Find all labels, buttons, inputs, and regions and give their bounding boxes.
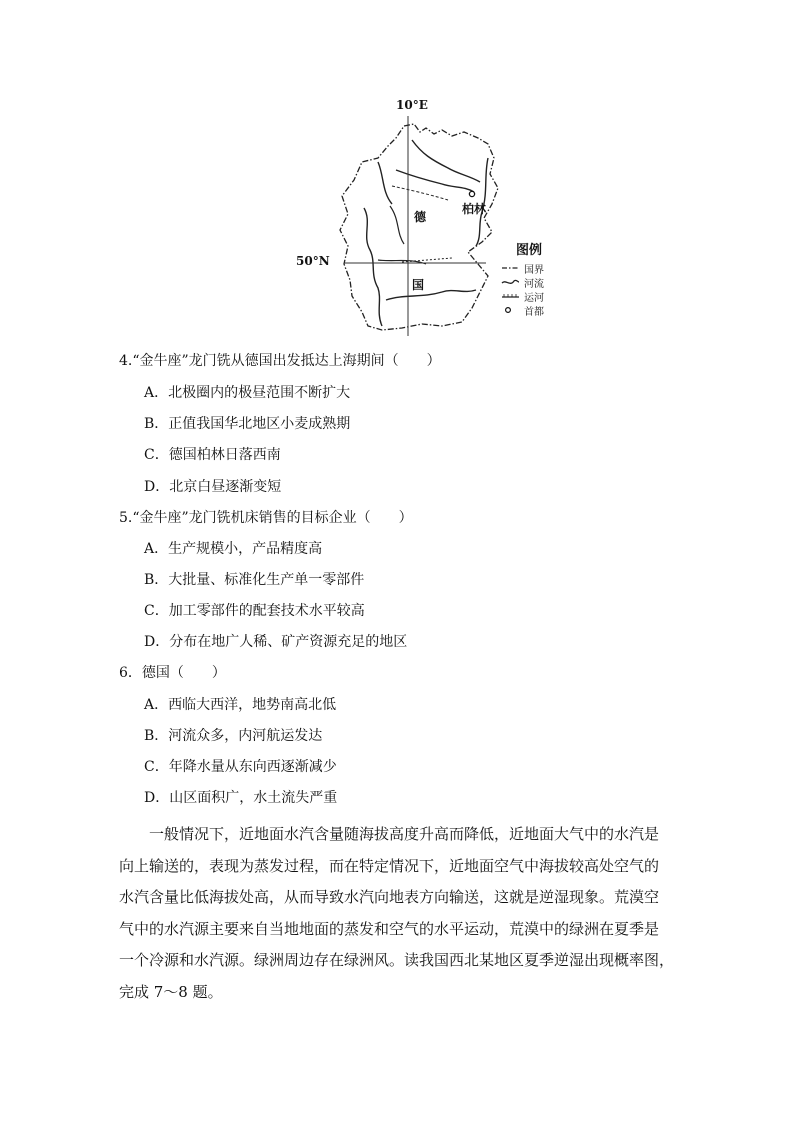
lat-label: 50°N xyxy=(296,254,330,268)
river-canal-1 xyxy=(392,186,448,200)
reading-passage xyxy=(119,819,689,1008)
passage-line: 完成 7～8 题。 xyxy=(119,982,223,1001)
river-north-1 xyxy=(378,162,392,204)
question-6-option-d: D．山区面积广，水土流失严重 xyxy=(144,790,338,806)
question-5-option-d: D．分布在地广人稀、矿产资源充足的地区 xyxy=(144,634,408,650)
passage-line: 气中的水汽源主要来自当地地面的蒸发和空气的水平运动，荒漠中的绿洲在夏季是 xyxy=(119,919,660,938)
question-6-option-c: C．年降水量从东向西逐渐减少 xyxy=(144,759,337,775)
country-border xyxy=(340,124,498,330)
river-elbe xyxy=(412,140,480,182)
legend-title: 图例 xyxy=(516,243,543,258)
country-char-guo: 国 xyxy=(412,278,425,292)
lon-label: 10°E xyxy=(396,98,428,112)
question-6-option-a: A．西临大西洋，地势南高北低 xyxy=(144,697,337,713)
question-5-stem: 5.“金牛座”龙门铣机床销售的目标企业（ ） xyxy=(119,510,413,526)
capital-label: 柏林 xyxy=(462,202,487,216)
question-4-option-d: D．北京白昼逐渐变短 xyxy=(144,479,282,495)
question-4-option-b: B．正值我国华北地区小麦成熟期 xyxy=(144,416,351,432)
question-6-stem: 6．德国（ ） xyxy=(119,665,226,681)
legend-item-border: 国界 xyxy=(524,265,544,276)
question-5-option-a: A．生产规模小，产品精度高 xyxy=(144,541,323,557)
passage-line: 一个冷源和水汽源。绿洲周边存在绿洲风。读我国西北某地区夏季逆湿出现概率图， xyxy=(119,951,675,969)
question-4-option-a: A．北极圈内的极昼范围不断扩大 xyxy=(144,385,351,401)
legend-item-capital: 首都 xyxy=(524,307,544,318)
question-6-option-b: B．河流众多，内河航运发达 xyxy=(144,728,323,744)
legend-river-symbol xyxy=(502,280,519,283)
legend-item-canal: 运河 xyxy=(524,293,544,304)
passage-line: 一般情况下，近地面水汽含量随海拔高度升高而降低，近地面大气中的水汽是 xyxy=(149,825,660,843)
capital-dot xyxy=(469,191,474,196)
question-4-option-c: C．德国柏林日落西南 xyxy=(144,447,281,463)
germany-map xyxy=(292,96,554,342)
legend-item-river: 河流 xyxy=(524,279,544,290)
river-danube xyxy=(386,290,476,300)
passage-line: 水汽含量比低海拔处高，从而导致水汽向地表方向输送，这就是逆湿现象。荒漠空 xyxy=(119,888,660,906)
river-rhine xyxy=(364,208,382,326)
question-5-option-b: B．大批量、标准化生产单一零部件 xyxy=(144,572,365,588)
passage-line: 向上输送的，表现为蒸发过程，而在特定情况下，近地面空气中海拔较高处空气的 xyxy=(119,856,660,875)
question-5-option-c: C．加工零部件的配套技术水平较高 xyxy=(144,603,365,619)
country-char-de: 德 xyxy=(414,210,427,224)
legend-capital-symbol xyxy=(506,308,511,313)
river-weser xyxy=(390,206,404,244)
question-4-stem: 4.“金牛座”龙门铣从德国出发抵达上海期间（ ） xyxy=(119,353,441,369)
